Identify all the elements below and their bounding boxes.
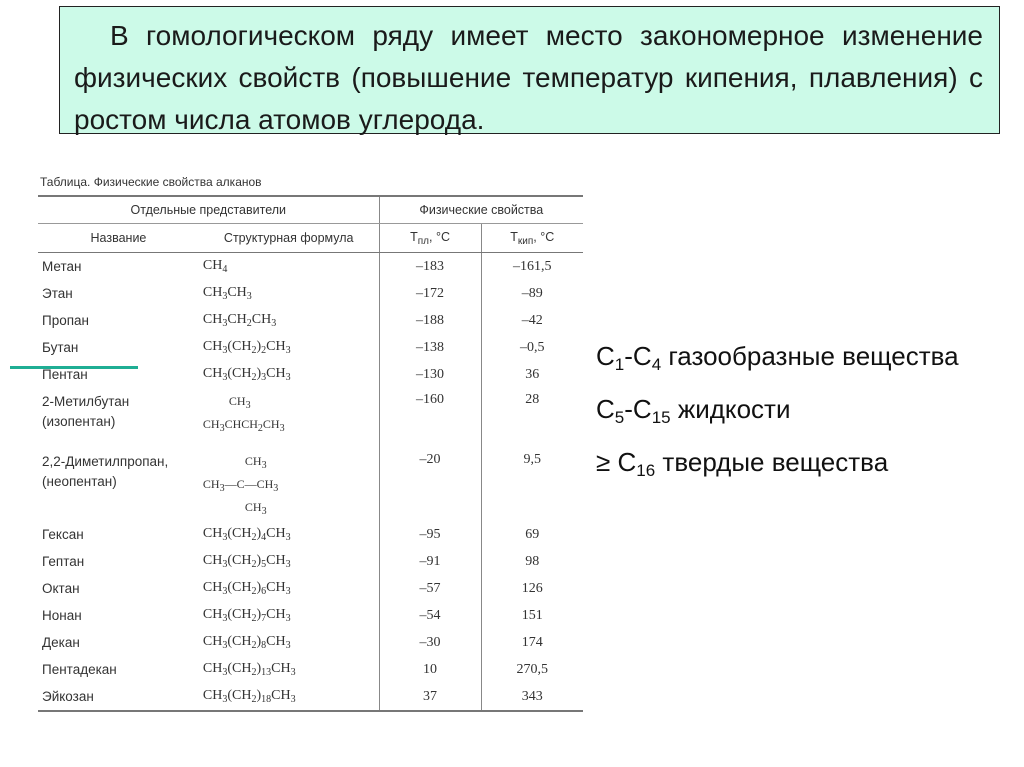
cell-formula: $CH_3(CH_2)_3CH_3$ xyxy=(199,361,379,388)
cell-tkip: 98 xyxy=(525,553,540,569)
cell-tkip: 343 xyxy=(481,683,583,711)
cell-tpl: –130 xyxy=(379,361,481,388)
cell-name: 2-Метилбутан (изопентан) xyxy=(42,394,130,429)
cell-name: Октан xyxy=(42,581,80,596)
table-row xyxy=(38,521,583,548)
column-header-tkip xyxy=(481,224,583,253)
cell-name: Нонан xyxy=(42,608,82,623)
cell-formula: $CH_3(CH_2)_8CH_3$ xyxy=(199,629,379,656)
table-row xyxy=(38,361,583,388)
table-caption: Таблица. Физические свойства алканов xyxy=(40,175,262,189)
cell-tpl: 10 xyxy=(379,656,481,683)
phase-facts xyxy=(596,334,959,493)
cell-formula: $CH_3$ $CH_3CHCH_2CH_3$ xyxy=(199,388,379,448)
column-header-formula xyxy=(199,224,379,253)
table-row xyxy=(38,388,583,448)
cell-name: Пентадекан xyxy=(42,662,117,677)
column-header-tpl-text: $T_{пл}$, °C xyxy=(410,229,450,247)
intro-box xyxy=(59,6,1000,134)
cell-tpl: –138 xyxy=(379,334,481,361)
cell-formula: $CH_3$ $CH_3—C—CH_3$ $CH_3$ xyxy=(199,448,379,521)
cell-name: Гексан xyxy=(42,527,84,542)
group-header-representatives: Отдельные представители xyxy=(38,196,379,224)
cell-tpl: –54 xyxy=(379,602,481,629)
cell-tkip: 36 xyxy=(525,366,540,382)
cell-tkip: 69 xyxy=(525,526,540,542)
alkanes-table-block xyxy=(38,175,583,712)
cell-tkip: 28 xyxy=(525,392,540,407)
cell-tkip: 270,5 xyxy=(516,661,549,677)
fact-gases: $C_1-C_4$ газообразные вещества xyxy=(596,341,959,374)
cell-name: Метан xyxy=(42,259,82,274)
cell-name: Этан xyxy=(42,286,73,301)
cell-formula: $CH_3(CH_2)_7CH_3$ xyxy=(199,602,379,629)
cell-tkip: –0,5 xyxy=(520,339,545,355)
cell-name: Эйкозан xyxy=(38,683,199,711)
cell-tkip: –161,5 xyxy=(513,258,552,274)
cell-formula: $CH_3(CH_2)_{13}CH_3$ xyxy=(199,656,379,683)
fact-solids: ≥ $C_{16}$ твердые вещества xyxy=(596,447,889,480)
cell-name: Бутан xyxy=(42,340,79,355)
table-row xyxy=(38,307,583,334)
cell-tkip: 9,5 xyxy=(523,452,542,467)
table-row xyxy=(38,253,583,281)
column-header-formula-text: Структурная формула xyxy=(223,231,354,245)
cell-tpl: –160 xyxy=(379,388,481,448)
table-row xyxy=(38,334,583,361)
cell-tpl: –172 xyxy=(379,280,481,307)
cell-formula: $CH_3(CH_2)_{18}CH_3$ xyxy=(199,683,379,711)
cell-name: 2,2-Диметилпропан, (неопентан) xyxy=(42,454,169,489)
cell-tpl: –91 xyxy=(379,548,481,575)
table-row xyxy=(38,602,583,629)
column-header-tpl xyxy=(379,224,481,253)
cell-tpl: –30 xyxy=(379,629,481,656)
cell-tpl: –95 xyxy=(379,521,481,548)
table-row xyxy=(38,448,583,521)
cell-formula: $CH_3CH_2CH_3$ xyxy=(199,307,379,334)
cell-tkip: 126 xyxy=(521,580,543,596)
cell-formula: $CH_4$ xyxy=(199,253,379,281)
alkanes-table xyxy=(38,195,583,712)
cell-tpl: –188 xyxy=(379,307,481,334)
column-header-tkip-text: $T_{кип}$, °C xyxy=(510,229,555,247)
table-row xyxy=(38,575,583,602)
column-header-name-text: Название xyxy=(90,231,147,245)
table-row xyxy=(38,629,583,656)
cell-name: Гептан xyxy=(42,554,85,569)
column-header-name xyxy=(38,224,199,253)
table-row xyxy=(38,548,583,575)
cell-tpl: 37 xyxy=(379,683,481,711)
fact-liquids: $C_5-C_{15}$ жидкости xyxy=(596,394,791,427)
cell-name: Пропан xyxy=(42,313,89,328)
table-row xyxy=(38,280,583,307)
group-header-properties: Физические свойства xyxy=(379,196,583,224)
cell-tkip: –42 xyxy=(521,312,543,328)
cell-name: Пентан xyxy=(42,367,88,382)
cell-tkip: –89 xyxy=(521,285,543,301)
cell-formula: $CH_3CH_3$ xyxy=(199,280,379,307)
cell-formula: $CH_3(CH_2)_5CH_3$ xyxy=(199,548,379,575)
cell-tpl: –57 xyxy=(379,575,481,602)
table-body xyxy=(38,253,583,712)
table-row xyxy=(38,656,583,683)
cell-tpl: –20 xyxy=(379,448,481,521)
cell-formula: $CH_3(CH_2)_6CH_3$ xyxy=(199,575,379,602)
table-row xyxy=(38,683,583,711)
cell-formula: $CH_3(CH_2)_4CH_3$ xyxy=(199,521,379,548)
intro-text: В гомологическом ряду имеет место закономерное изменение физических свойств (повышение температур кипения, плавления) с ростом числа атомов углерода. xyxy=(74,20,983,135)
cell-formula: $CH_3(CH_2)_2CH_3$ xyxy=(199,334,379,361)
cell-name: Декан xyxy=(42,635,80,650)
cell-tkip: 174 xyxy=(521,634,543,650)
cell-tkip: 151 xyxy=(521,607,543,623)
cell-tpl: –183 xyxy=(379,253,481,281)
